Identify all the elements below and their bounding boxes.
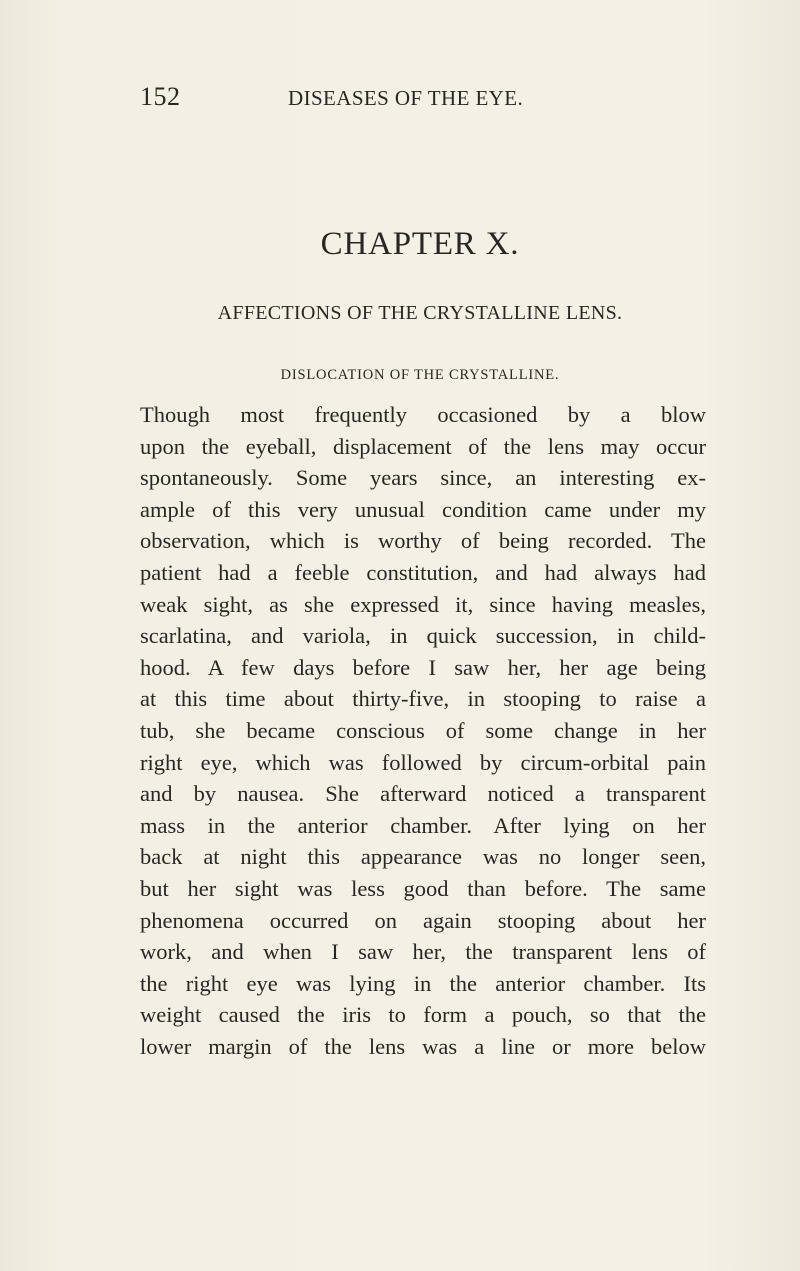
chapter-heading: CHAPTER X.	[320, 226, 520, 262]
text-line: upon the eyeball, displacement of the lens may occur	[140, 433, 706, 459]
text-line: the right eye was lying in the anterior chamber. Its	[140, 970, 706, 996]
text-line: and by nausea. She afterward noticed a transparent	[140, 781, 706, 807]
text-line: back at night this appearance was no longer seen,	[140, 844, 706, 870]
text-line: Though most frequently occasioned by a blow	[140, 402, 706, 427]
text-line: mass in the anterior chamber. After lying on her	[140, 812, 706, 838]
text-line: ample of this very unusual condition came under my	[140, 496, 706, 522]
text-line: at this time about thirty-five, in stooping to raise a	[140, 686, 706, 712]
page-number: 152	[140, 82, 181, 111]
subsection-heading: DISLOCATION OF THE CRYSTALLINE.	[280, 367, 560, 383]
text-line: lower margin of the lens was a line or more below	[140, 1033, 706, 1059]
text-line: spontaneously. Some years since, an interesting ex-	[140, 465, 706, 491]
running-title: DISEASES OF THE EYE.	[288, 86, 524, 110]
text-line: weak sight, as she expressed it, since having measles,	[140, 591, 706, 617]
text-line: phenomena occurred on again stooping about her	[140, 907, 706, 933]
text-line: patient had a feeble constitution, and had always had	[140, 559, 706, 585]
running-header	[140, 82, 700, 112]
body-paragraph	[140, 399, 706, 1062]
text-line: observation, which is worthy of being recorded. The	[140, 528, 706, 554]
text-line: hood. A few days before I saw her, her age being	[140, 654, 706, 680]
text-line: tub, she became conscious of some change in her	[140, 717, 706, 743]
text-line: work, and when I saw her, the transparent lens of	[140, 939, 706, 965]
text-line: weight caused the iris to form a pouch, so that the	[140, 1002, 706, 1028]
section-heading: AFFECTIONS OF THE CRYSTALLINE LENS.	[217, 302, 623, 324]
text-line: scarlatina, and variola, in quick succession, in child-	[140, 623, 706, 649]
text-line: right eye, which was followed by circum-orbital pain	[140, 749, 706, 775]
text-line: but her sight was less good than before. The same	[140, 875, 706, 901]
